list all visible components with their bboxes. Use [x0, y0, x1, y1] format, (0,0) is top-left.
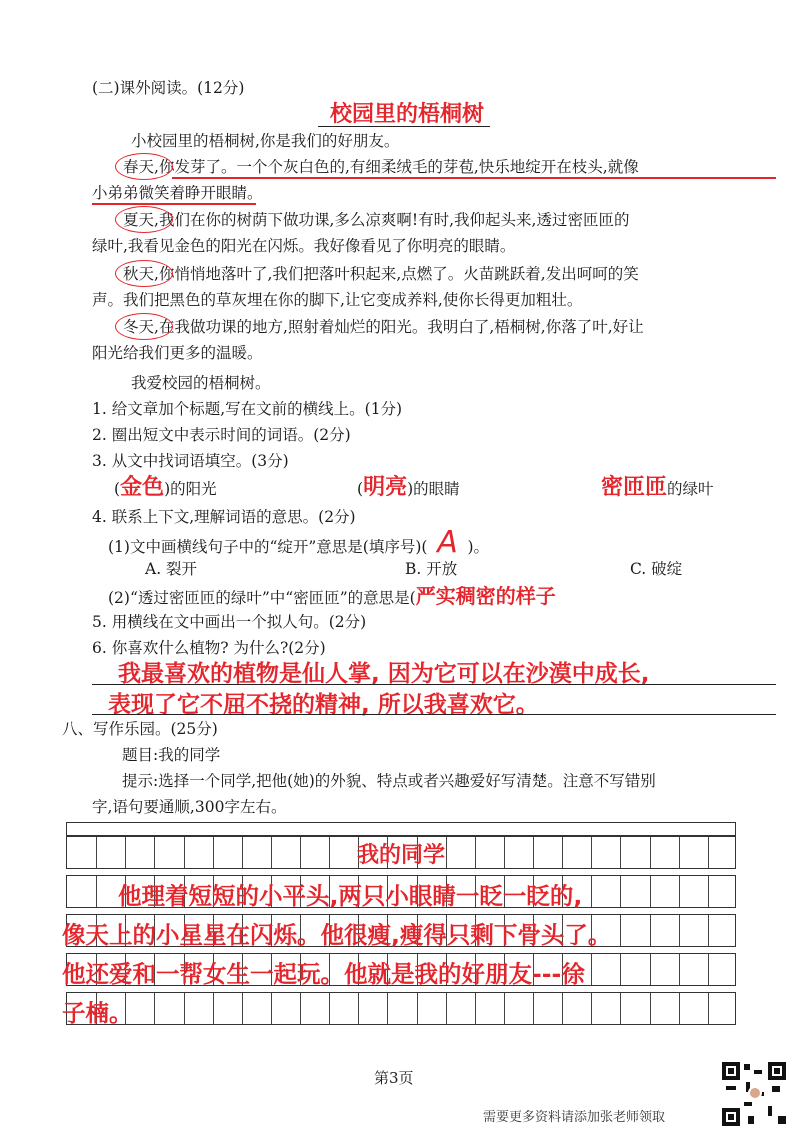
grid-cell-divider	[446, 993, 447, 1024]
grid-cell-divider	[184, 993, 185, 1024]
grid-cell-divider	[650, 876, 651, 907]
grid-cell-divider	[184, 837, 185, 868]
grid-cell-divider	[417, 993, 418, 1024]
essay-line-2: 像天上的小星星在闪烁。他很瘦,瘦得只剩下骨头了。	[62, 921, 612, 949]
q3-open-paren-2: (	[357, 480, 364, 498]
q3-answer-3: 密匝匝	[601, 475, 668, 500]
grid-cell-divider	[591, 993, 592, 1024]
grid-cell-divider	[533, 993, 534, 1024]
grid-cell-divider	[650, 954, 651, 985]
q6-answer-line-1: 我最喜欢的植物是仙人掌, 因为它可以在沙漠中成长,	[118, 661, 650, 687]
grid-cell-divider	[154, 993, 155, 1024]
grid-cell-divider	[154, 837, 155, 868]
grid-cell-divider	[358, 993, 359, 1024]
promo-text: 需要更多资料请添加张老师领取	[483, 1110, 666, 1125]
grid-cell-divider	[708, 837, 709, 868]
grid-cell-divider	[679, 876, 680, 907]
q3-suffix-3: 的绿叶	[667, 480, 714, 498]
essay-line-3: 他还爱和一帮女生一起玩。他就是我的好朋友---徐	[62, 960, 585, 988]
q3-blank-1	[114, 475, 217, 500]
grid-cell-divider	[213, 837, 214, 868]
grid-cell-divider	[242, 993, 243, 1024]
article-paragraph-6: 我爱校园的梧桐树。	[131, 374, 271, 392]
q3-open-paren-1: (	[114, 480, 121, 498]
spring-circle-mark	[115, 153, 173, 180]
underline-personification-1	[172, 177, 776, 179]
grid-cell-divider	[679, 954, 680, 985]
q4-2-answer: 严实稠密的样子	[415, 584, 556, 608]
writing-hint-line-1: 提示:选择一个同学,把他(她)的外貌、特点或者兴趣爱好写清楚。注意不写错别	[122, 772, 656, 790]
underline-personification-2	[92, 203, 256, 205]
article-paragraph-3-line-2: 绿叶,我看见金色的阳光在闪烁。我好像看见了你明亮的眼睛。	[92, 237, 516, 255]
question-6: 6. 你喜欢什么植物? 为什么?(2分)	[92, 639, 326, 657]
article-paragraph-2-line-2: 小弟弟微笑着睁开眼睛。	[92, 184, 263, 202]
grid-cell-divider	[620, 915, 621, 946]
q3-suffix-1: )的阳光	[164, 480, 217, 498]
q3-blank-3	[601, 475, 714, 500]
paragraph-5-text: ,在我做功课的地方,照射着灿烂的阳光。我明白了,梧桐树,你落了叶,好让	[154, 318, 644, 336]
avatar	[748, 1086, 762, 1100]
grid-cell-divider	[708, 915, 709, 946]
grid-cell-divider	[271, 993, 272, 1024]
writing-section-heading: 八、写作乐园。(25分)	[62, 720, 218, 738]
q4-1-close: )。	[467, 538, 490, 556]
question-1: 1. 给文章加个标题,写在文前的横线上。(1分)	[92, 400, 403, 418]
question-3: 3. 从文中找词语填空。(3分)	[92, 452, 289, 470]
question-5: 5. 用横线在文中画出一个拟人句。(2分)	[92, 613, 367, 631]
grid-cell-divider	[329, 837, 330, 868]
grid-cell-divider	[708, 876, 709, 907]
q6-answer-rule-2	[92, 714, 776, 715]
grid-cell-divider	[562, 993, 563, 1024]
grid-cell-divider	[591, 837, 592, 868]
grid-cell-divider	[650, 915, 651, 946]
grid-cell-divider	[242, 837, 243, 868]
grid-row-5	[66, 992, 736, 1025]
paragraph-4-text: ,你悄悄地落叶了,我们把落叶积起来,点燃了。火苗跳跃着,发出呵呵的笑	[154, 265, 639, 283]
q3-suffix-2: )的眼睛	[407, 480, 460, 498]
grid-cell-divider	[562, 837, 563, 868]
grid-cell-divider	[679, 837, 680, 868]
q6-answer-rule-1	[92, 684, 776, 685]
q3-answer-1: 金色	[120, 475, 165, 500]
question-4: 4. 联系上下文,理解词语的意思。(2分)	[92, 508, 356, 526]
grid-cell-divider	[650, 993, 651, 1024]
article-paragraph-1: 小校园里的梧桐树,你是我们的好朋友。	[131, 132, 400, 150]
grid-cell-divider	[213, 993, 214, 1024]
grid-cell-divider	[533, 837, 534, 868]
grid-cell-divider	[679, 915, 680, 946]
article-paragraph-3-line-1	[123, 210, 629, 230]
essay-line-4: 子楠。	[62, 999, 133, 1027]
grid-cell-divider	[591, 876, 592, 907]
essay-title: 我的同学	[357, 843, 446, 868]
q6-answer-line-2: 表现了它不屈不挠的精神, 所以我喜欢它。	[108, 692, 539, 718]
q4-option-a: A. 裂开	[145, 560, 198, 578]
q4-2-prompt: (2)“透过密匝匝的绿叶”中“密匝匝”的意思是(	[108, 589, 416, 607]
grid-cell-divider	[300, 993, 301, 1024]
writing-hint-line-2: 字,语句要通顺,300字左右。	[92, 798, 287, 816]
season-word-summer: 夏天	[123, 211, 155, 229]
q4-1-answer: A	[437, 525, 458, 560]
grid-cell-divider	[620, 993, 621, 1024]
grid-cell-divider	[300, 837, 301, 868]
summer-circle-mark	[115, 206, 173, 233]
writing-topic: 题目:我的同学	[122, 746, 221, 764]
title-blank-line	[318, 126, 490, 127]
reading-section-heading: (二)课外阅读。(12分)	[92, 79, 245, 97]
paragraph-2-text: ,你发芽了。一个个灰白色的,有细柔绒毛的芽苞,快乐地绽开在枝头,就像	[154, 158, 639, 176]
grid-cell-divider	[650, 837, 651, 868]
question-4-2	[108, 586, 556, 608]
page-number: 第3页	[374, 1069, 414, 1087]
season-word-autumn: 秋天	[123, 265, 155, 283]
qr-code-icon	[722, 1062, 786, 1126]
grid-cell-divider	[475, 993, 476, 1024]
q4-option-c: C. 破绽	[630, 560, 683, 578]
article-title: 校园里的梧桐树	[330, 102, 485, 127]
grid-cell-divider	[679, 993, 680, 1024]
article-paragraph-5-line-1	[123, 317, 644, 337]
grid-cell-divider	[504, 993, 505, 1024]
article-paragraph-4-line-1	[123, 264, 639, 284]
grid-top-strip	[66, 822, 736, 836]
grid-cell-divider	[446, 837, 447, 868]
article-paragraph-5-line-2: 阳光给我们更多的温暖。	[92, 344, 263, 362]
q3-blank-2	[357, 475, 460, 500]
article-paragraph-2-line-1	[123, 157, 639, 177]
q4-option-b: B. 开放	[405, 560, 458, 578]
essay-line-1: 他理着短短的小平头,两只小眼睛一眨一眨的,	[118, 882, 583, 910]
grid-cell-divider	[620, 837, 621, 868]
grid-cell-divider	[504, 837, 505, 868]
q4-1-prompt: (1)文中画横线句子中的“绽开”意思是(填序号)(	[108, 538, 428, 556]
q3-answer-2: 明亮	[363, 475, 408, 500]
paragraph-3-text: ,我们在你的树荫下做功课,多么凉爽啊!有时,我仰起头来,透过密匝匝的	[154, 211, 630, 229]
winter-circle-mark	[115, 313, 173, 340]
autumn-circle-mark	[115, 260, 173, 287]
grid-cell-divider	[329, 993, 330, 1024]
grid-cell-divider	[96, 876, 97, 907]
grid-cell-divider	[387, 993, 388, 1024]
grid-cell-divider	[620, 876, 621, 907]
season-word-winter: 冬天	[123, 318, 155, 336]
grid-cell-divider	[591, 954, 592, 985]
grid-cell-divider	[96, 837, 97, 868]
grid-cell-divider	[125, 837, 126, 868]
season-word-spring: 春天	[123, 158, 155, 176]
article-paragraph-4-line-2: 声。我们把黑色的草灰埋在你的脚下,让它变成养料,使你长得更加粗壮。	[92, 291, 583, 309]
grid-cell-divider	[271, 837, 272, 868]
grid-cell-divider	[708, 993, 709, 1024]
grid-cell-divider	[475, 837, 476, 868]
grid-cell-divider	[708, 954, 709, 985]
question-2: 2. 圈出短文中表示时间的词语。(2分)	[92, 426, 351, 444]
question-4-1	[108, 525, 490, 560]
grid-cell-divider	[620, 954, 621, 985]
